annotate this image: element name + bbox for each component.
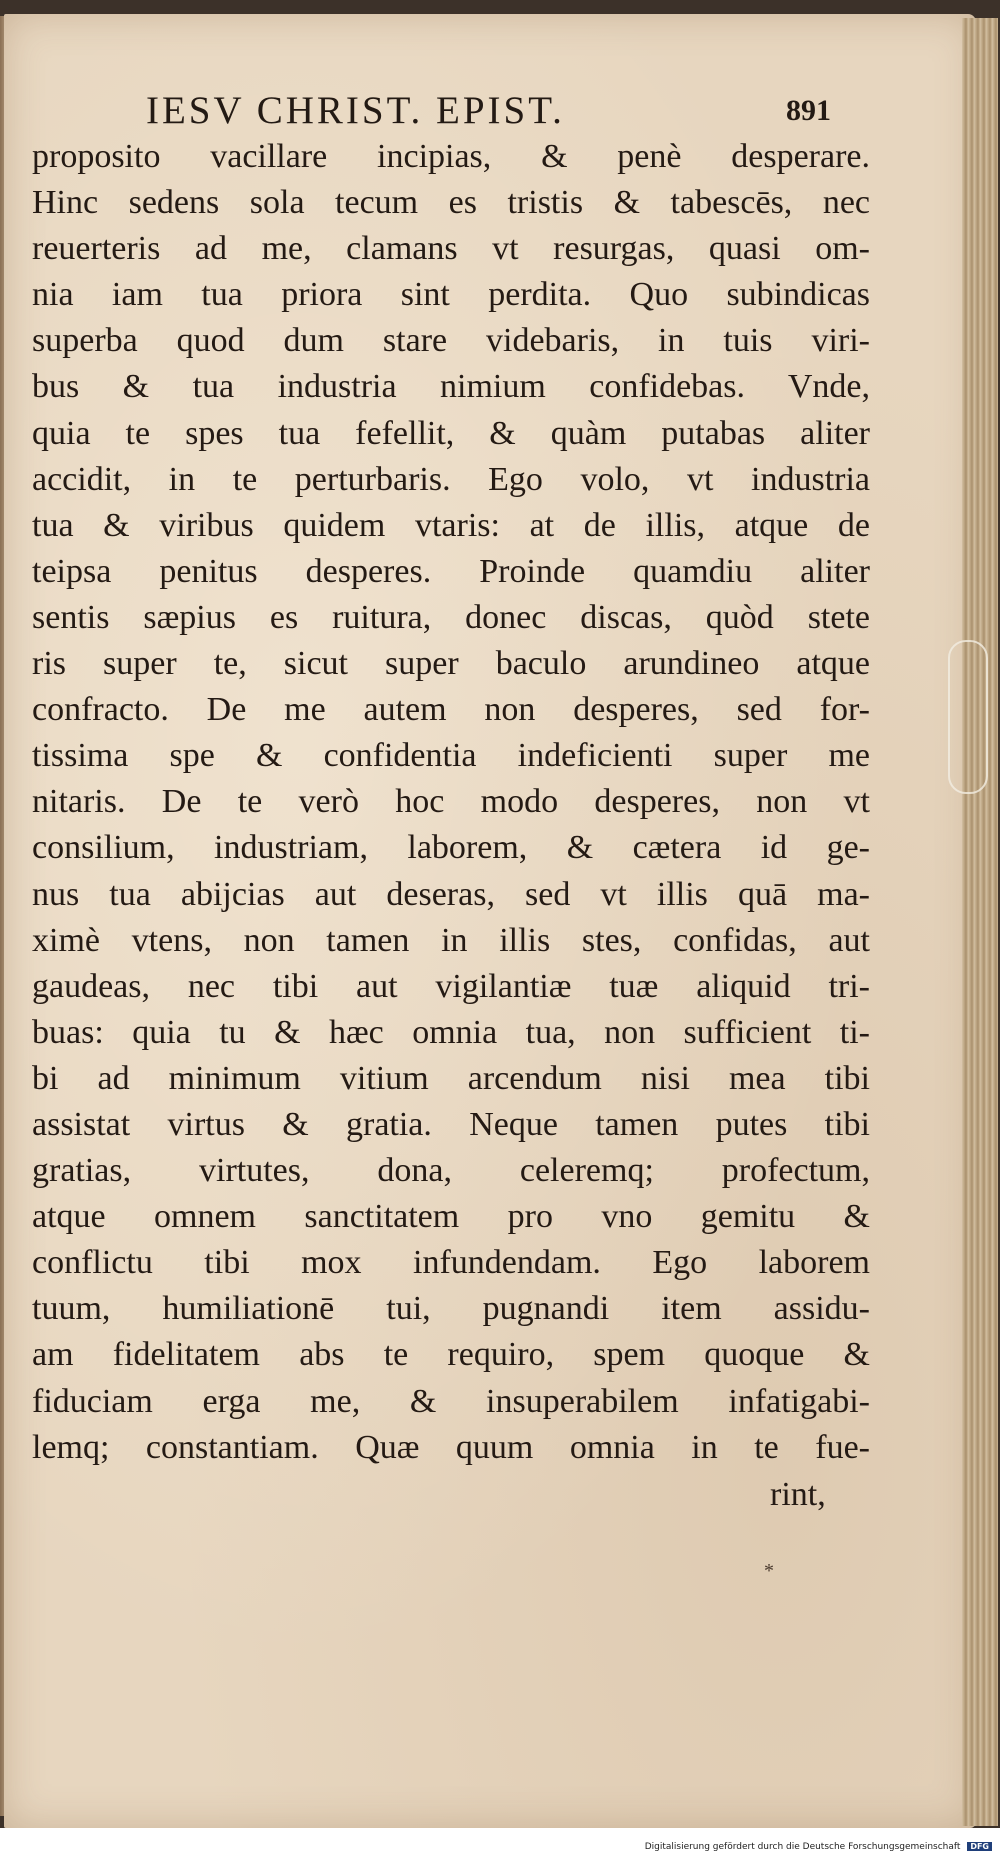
- text-line: confracto. De me autem non desperes, sed for-: [32, 691, 870, 729]
- text-line: Hinc sedens sola tecum es tristis & tabescēs, nec: [32, 184, 870, 222]
- text-line: fiduciam erga me, & insuperabilem infatigabi-: [32, 1382, 870, 1420]
- credit-text: Digitalisierung gefördert durch die Deutsche Forschungsgemeinschaft: [644, 1842, 961, 1852]
- page-marker-ribbon: [948, 640, 988, 794]
- text-line: nia iam tua priora sint perdita. Quo subindicas: [32, 276, 870, 314]
- text-line: reuerteris ad me, clamans vt resurgas, quasi om-: [32, 230, 870, 268]
- digitization-credit: [645, 1842, 992, 1852]
- catchword: rint,: [770, 1476, 826, 1513]
- text-line: sentis sæpius es ruitura, donec discas, quòd stete: [32, 598, 870, 636]
- text-line: accidit, in te perturbaris. Ego volo, vt industria: [32, 460, 870, 498]
- text-line: nus tua abijcias aut deseras, sed vt illis quā ma-: [32, 875, 870, 913]
- signature-mark: *: [764, 1560, 774, 1582]
- text-line: bus & tua industria nimium confidebas. Vnde,: [32, 368, 870, 406]
- text-line: atque omnem sanctitatem pro vno gemitu &: [32, 1198, 870, 1236]
- running-head: IESV CHRIST. EPIST.: [146, 89, 565, 132]
- text-line: nitaris. De te verò hoc modo desperes, non vt: [32, 783, 870, 821]
- text-line: teipsa penitus desperes. Proinde quamdiu aliter: [32, 552, 870, 590]
- text-line: buas: quia tu & hæc omnia tua, non sufficient ti-: [32, 1013, 870, 1051]
- text-line: lemq; constantiam. Quæ quum omnia in te fue-: [32, 1428, 870, 1466]
- text-line: superba quod dum stare videbaris, in tuis viri-: [32, 322, 870, 360]
- text-line: tissima spe & confidentia indeficienti super me: [32, 737, 870, 775]
- dfg-logo: DFG: [967, 1842, 992, 1851]
- text-line: ris super te, sicut super baculo arundineo atque: [32, 645, 870, 683]
- text-line: consilium, industriam, laborem, & cætera id ge-: [32, 829, 870, 867]
- text-line: gaudeas, nec tibi aut vigilantiæ tuæ aliquid tri-: [32, 967, 870, 1005]
- text-line: gratias, virtutes, dona, celeremq; profectum,: [32, 1152, 870, 1190]
- text-line: ximè vtens, non tamen in illis stes, confidas, aut: [32, 921, 870, 959]
- text-line: proposito vacillare incipias, & penè desperare.: [32, 138, 870, 175]
- text-line: quia te spes tua fefellit, & quàm putabas aliter: [32, 414, 870, 452]
- page-edges: [962, 18, 998, 1826]
- page-number: 891: [786, 94, 831, 127]
- text-line: tua & viribus quidem vtaris: at de illis, atque de: [32, 506, 870, 544]
- text-line: conflictu tibi mox infundendam. Ego laborem: [32, 1244, 870, 1282]
- body-text: [32, 134, 870, 1471]
- text-line: am fidelitatem abs te requiro, spem quoque &: [32, 1336, 870, 1374]
- text-line: assistat virtus & gratia. Neque tamen putes tibi: [32, 1105, 870, 1143]
- text-line: tuum, humiliationē tui, pugnandi item assidu-: [32, 1290, 870, 1328]
- text-line: bi ad minimum vitium arcendum nisi mea tibi: [32, 1059, 870, 1097]
